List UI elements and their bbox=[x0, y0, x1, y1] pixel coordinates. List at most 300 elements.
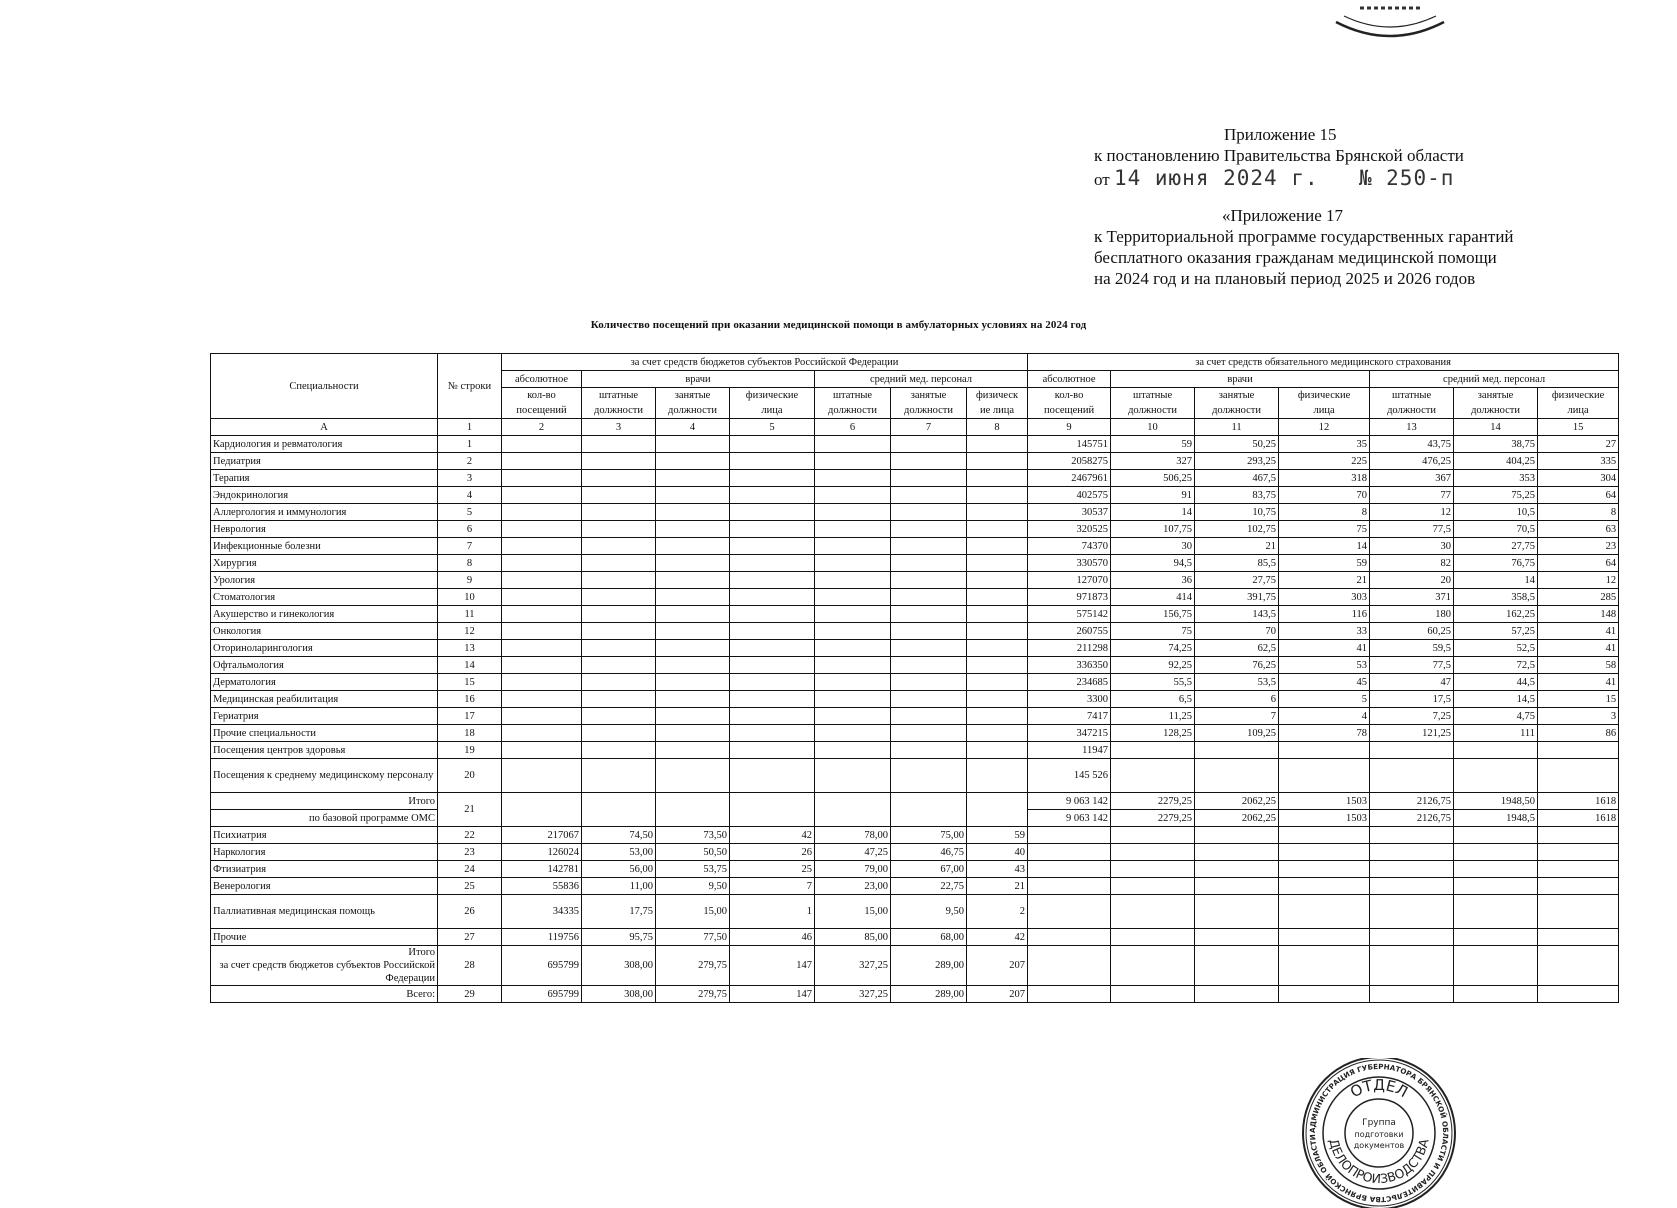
value-cell bbox=[502, 538, 582, 555]
value-cell: 128,25 bbox=[1111, 725, 1195, 742]
value-cell bbox=[502, 555, 582, 572]
value-cell: 217067 bbox=[502, 827, 582, 844]
value-cell: 1 bbox=[730, 895, 815, 929]
value-cell bbox=[967, 538, 1028, 555]
value-cell bbox=[891, 759, 967, 793]
value-cell bbox=[582, 504, 656, 521]
value-cell: 59 bbox=[1111, 436, 1195, 453]
value-cell: 82 bbox=[1370, 555, 1454, 572]
value-cell bbox=[502, 470, 582, 487]
value-cell bbox=[815, 674, 891, 691]
value-cell bbox=[1370, 759, 1454, 793]
value-cell: 45 bbox=[1279, 674, 1370, 691]
table-row bbox=[211, 657, 1619, 674]
empty-cell bbox=[1279, 895, 1370, 929]
program-line-4: на 2024 год и на плановый период 2025 и 2026 годов bbox=[1094, 269, 1476, 288]
value-cell: 36 bbox=[1111, 572, 1195, 589]
value-cell: 279,75 bbox=[656, 946, 730, 986]
value-cell: 695799 bbox=[502, 986, 582, 1003]
empty-cell bbox=[1028, 844, 1111, 861]
value-cell bbox=[582, 572, 656, 589]
date-prefix: от bbox=[1094, 170, 1110, 189]
value-cell: 5 bbox=[1279, 691, 1370, 708]
value-cell bbox=[582, 640, 656, 657]
empty-cell bbox=[656, 793, 730, 827]
empty-cell bbox=[1370, 844, 1454, 861]
value-cell: 11,25 bbox=[1111, 708, 1195, 725]
header-staff: штатные должности bbox=[1111, 388, 1195, 419]
empty-cell bbox=[1279, 827, 1370, 844]
value-cell: 23,00 bbox=[815, 878, 891, 895]
row-number: 9 bbox=[438, 572, 502, 589]
value-cell: 358,5 bbox=[1454, 589, 1538, 606]
value-cell: 30 bbox=[1111, 538, 1195, 555]
value-cell: 68,00 bbox=[891, 929, 967, 946]
value-cell: 4,75 bbox=[1454, 708, 1538, 725]
specialty-name: Хирургия bbox=[211, 555, 438, 572]
value-cell bbox=[656, 453, 730, 470]
row-number: 10 bbox=[438, 589, 502, 606]
value-cell: 7 bbox=[730, 878, 815, 895]
value-cell: 371 bbox=[1370, 589, 1454, 606]
row-number: 12 bbox=[438, 623, 502, 640]
column-number: 14 bbox=[1454, 419, 1538, 436]
value-cell: 75 bbox=[1111, 623, 1195, 640]
value-cell bbox=[656, 521, 730, 538]
column-number: 1 bbox=[438, 419, 502, 436]
row-number: 5 bbox=[438, 504, 502, 521]
value-cell bbox=[730, 436, 815, 453]
column-number: 8 bbox=[967, 419, 1028, 436]
value-cell: 38,75 bbox=[1454, 436, 1538, 453]
header-physical: физические лица bbox=[1279, 388, 1370, 419]
value-cell: 289,00 bbox=[891, 946, 967, 986]
value-cell bbox=[656, 708, 730, 725]
empty-cell bbox=[1538, 946, 1619, 986]
value-cell bbox=[582, 436, 656, 453]
value-cell bbox=[967, 504, 1028, 521]
value-cell: 56,00 bbox=[582, 861, 656, 878]
value-cell bbox=[891, 674, 967, 691]
table-row-total-oms bbox=[211, 793, 1619, 810]
specialty-name: Оториноларингология bbox=[211, 640, 438, 657]
value-cell bbox=[582, 759, 656, 793]
value-cell bbox=[815, 436, 891, 453]
total-label: по базовой программе ОМС bbox=[211, 810, 438, 827]
table-row bbox=[211, 487, 1619, 504]
value-cell bbox=[502, 708, 582, 725]
value-cell bbox=[967, 725, 1028, 742]
value-cell: 15,00 bbox=[656, 895, 730, 929]
empty-cell bbox=[1538, 827, 1619, 844]
value-cell bbox=[502, 657, 582, 674]
value-cell bbox=[1111, 742, 1195, 759]
header-staff: штатные должности bbox=[815, 388, 891, 419]
value-cell: 15,00 bbox=[815, 895, 891, 929]
value-cell bbox=[656, 640, 730, 657]
empty-cell bbox=[1454, 986, 1538, 1003]
value-cell bbox=[815, 640, 891, 657]
row-number: 11 bbox=[438, 606, 502, 623]
value-cell bbox=[891, 589, 967, 606]
empty-cell bbox=[730, 793, 815, 827]
value-cell: 62,5 bbox=[1195, 640, 1279, 657]
column-number: 6 bbox=[815, 419, 891, 436]
value-cell: 25 bbox=[730, 861, 815, 878]
value-cell bbox=[730, 725, 815, 742]
value-cell: 75 bbox=[1279, 521, 1370, 538]
value-cell bbox=[891, 538, 967, 555]
value-cell bbox=[582, 606, 656, 623]
value-cell: 575142 bbox=[1028, 606, 1111, 623]
empty-cell bbox=[1111, 946, 1195, 986]
value-cell: 327 bbox=[1111, 453, 1195, 470]
value-cell bbox=[891, 657, 967, 674]
value-cell: 85,5 bbox=[1195, 555, 1279, 572]
value-cell bbox=[891, 436, 967, 453]
value-cell: 9,50 bbox=[656, 878, 730, 895]
empty-cell bbox=[967, 793, 1028, 827]
value-cell bbox=[891, 453, 967, 470]
value-cell bbox=[891, 708, 967, 725]
official-stamp bbox=[1296, 1058, 1462, 1208]
table-header bbox=[211, 354, 1619, 436]
value-cell: 145751 bbox=[1028, 436, 1111, 453]
value-cell: 145 526 bbox=[1028, 759, 1111, 793]
total-label: Итого bbox=[408, 947, 435, 958]
value-cell bbox=[730, 538, 815, 555]
empty-cell bbox=[1370, 946, 1454, 986]
value-cell: 83,75 bbox=[1195, 487, 1279, 504]
value-cell bbox=[967, 572, 1028, 589]
header-abs: кол-во посещений bbox=[1028, 388, 1111, 419]
value-cell bbox=[967, 657, 1028, 674]
value-cell: 3 bbox=[1538, 708, 1619, 725]
value-cell: 41 bbox=[1538, 623, 1619, 640]
specialty-name: Урология bbox=[211, 572, 438, 589]
value-cell: 695799 bbox=[502, 946, 582, 986]
value-cell: 10,5 bbox=[1454, 504, 1538, 521]
value-cell bbox=[730, 674, 815, 691]
header-staff: штатные должности bbox=[582, 388, 656, 419]
value-cell bbox=[730, 453, 815, 470]
empty-cell bbox=[1111, 895, 1195, 929]
value-cell bbox=[1538, 742, 1619, 759]
column-number: 10 bbox=[1111, 419, 1195, 436]
empty-cell bbox=[891, 793, 967, 827]
value-cell: 1503 bbox=[1279, 810, 1370, 827]
empty-cell bbox=[582, 793, 656, 827]
empty-cell bbox=[1538, 878, 1619, 895]
specialty-name: Акушерство и гинекология bbox=[211, 606, 438, 623]
value-cell: 35 bbox=[1279, 436, 1370, 453]
value-cell: 23 bbox=[1538, 538, 1619, 555]
value-cell: 74,50 bbox=[582, 827, 656, 844]
table-row bbox=[211, 504, 1619, 521]
stamp-ring-text: АДМИНИСТРАЦИЯ ГУБЕРНАТОРА БРЯНСКОЙ ОБЛАСТИ И ПРАВИТЕЛЬСТВА БРЯНСКОЙ ОБЛАСТИ bbox=[1307, 1061, 1451, 1205]
value-cell bbox=[582, 555, 656, 572]
value-cell bbox=[967, 521, 1028, 538]
value-cell: 58 bbox=[1538, 657, 1619, 674]
value-cell bbox=[656, 487, 730, 504]
value-cell: 3300 bbox=[1028, 691, 1111, 708]
value-cell: 55,5 bbox=[1111, 674, 1195, 691]
total-label-sub: за счет средств бюджетов субъектов Российской Федерации bbox=[219, 960, 435, 984]
empty-cell bbox=[1279, 844, 1370, 861]
value-cell bbox=[1370, 742, 1454, 759]
value-cell bbox=[502, 436, 582, 453]
value-cell bbox=[967, 589, 1028, 606]
value-cell bbox=[1279, 759, 1370, 793]
value-cell: 9 063 142 bbox=[1028, 810, 1111, 827]
row-number: 15 bbox=[438, 674, 502, 691]
value-cell: 73,50 bbox=[656, 827, 730, 844]
empty-cell bbox=[1454, 929, 1538, 946]
row-number: 23 bbox=[438, 844, 502, 861]
table-row bbox=[211, 742, 1619, 759]
column-number: 15 bbox=[1538, 419, 1619, 436]
value-cell: 30 bbox=[1370, 538, 1454, 555]
specialty-name: Педиатрия bbox=[211, 453, 438, 470]
row-number: 29 bbox=[438, 986, 502, 1003]
value-cell: 77,5 bbox=[1370, 657, 1454, 674]
value-cell: 10,75 bbox=[1195, 504, 1279, 521]
empty-cell bbox=[1370, 861, 1454, 878]
column-number: 3 bbox=[582, 419, 656, 436]
value-cell: 234685 bbox=[1028, 674, 1111, 691]
value-cell bbox=[967, 606, 1028, 623]
empty-cell bbox=[1028, 929, 1111, 946]
table-row bbox=[211, 538, 1619, 555]
value-cell: 47,25 bbox=[815, 844, 891, 861]
value-cell bbox=[502, 487, 582, 504]
value-cell bbox=[730, 470, 815, 487]
row-number: 18 bbox=[438, 725, 502, 742]
value-cell bbox=[730, 487, 815, 504]
value-cell bbox=[815, 606, 891, 623]
column-number: 13 bbox=[1370, 419, 1454, 436]
program-line-1: «Приложение 17 bbox=[1222, 206, 1343, 225]
value-cell: 2062,25 bbox=[1195, 793, 1279, 810]
value-cell bbox=[815, 470, 891, 487]
value-cell: 9 063 142 bbox=[1028, 793, 1111, 810]
value-cell: 59 bbox=[967, 827, 1028, 844]
specialty-name: Прочие bbox=[211, 929, 438, 946]
value-cell bbox=[1195, 759, 1279, 793]
empty-cell bbox=[1370, 929, 1454, 946]
value-cell: 92,25 bbox=[1111, 657, 1195, 674]
value-cell: 308,00 bbox=[582, 986, 656, 1003]
specialty-name: Фтизиатрия bbox=[211, 861, 438, 878]
value-cell: 75,00 bbox=[891, 827, 967, 844]
specialty-name: Офтальмология bbox=[211, 657, 438, 674]
table-row bbox=[211, 436, 1619, 453]
value-cell: 148 bbox=[1538, 606, 1619, 623]
value-cell: 41 bbox=[1279, 640, 1370, 657]
empty-cell bbox=[1195, 946, 1279, 986]
value-cell: 41 bbox=[1538, 640, 1619, 657]
value-cell bbox=[656, 436, 730, 453]
value-cell bbox=[1279, 742, 1370, 759]
row-number: 3 bbox=[438, 470, 502, 487]
stamp-inner-bottom: ДЕЛОПРОИЗВОДСТВА bbox=[1326, 1137, 1432, 1187]
value-cell bbox=[730, 742, 815, 759]
value-cell bbox=[502, 504, 582, 521]
value-cell: 55836 bbox=[502, 878, 582, 895]
value-cell bbox=[656, 691, 730, 708]
value-cell bbox=[967, 470, 1028, 487]
row-number: 7 bbox=[438, 538, 502, 555]
value-cell bbox=[656, 742, 730, 759]
empty-cell bbox=[1454, 878, 1538, 895]
value-cell: 180 bbox=[1370, 606, 1454, 623]
value-cell: 78 bbox=[1279, 725, 1370, 742]
svg-text:ОТДЕЛ bbox=[1347, 1076, 1411, 1101]
value-cell: 50,50 bbox=[656, 844, 730, 861]
value-cell: 121,25 bbox=[1370, 725, 1454, 742]
value-cell bbox=[967, 453, 1028, 470]
empty-cell bbox=[1111, 929, 1195, 946]
value-cell bbox=[730, 589, 815, 606]
value-cell: 11,00 bbox=[582, 878, 656, 895]
program-line-2: к Территориальной программе государственных гарантий bbox=[1094, 227, 1514, 246]
table-row bbox=[211, 589, 1619, 606]
value-cell bbox=[815, 759, 891, 793]
value-cell bbox=[1195, 742, 1279, 759]
value-cell: 57,25 bbox=[1454, 623, 1538, 640]
value-cell: 126024 bbox=[502, 844, 582, 861]
table-row bbox=[211, 861, 1619, 878]
empty-cell bbox=[1370, 895, 1454, 929]
value-cell bbox=[967, 487, 1028, 504]
value-cell: 142781 bbox=[502, 861, 582, 878]
value-cell: 46 bbox=[730, 929, 815, 946]
value-cell: 67,00 bbox=[891, 861, 967, 878]
value-cell: 43,75 bbox=[1370, 436, 1454, 453]
value-cell: 207 bbox=[967, 986, 1028, 1003]
empty-cell bbox=[1195, 929, 1279, 946]
value-cell bbox=[656, 657, 730, 674]
value-cell: 327,25 bbox=[815, 946, 891, 986]
empty-cell bbox=[1538, 895, 1619, 929]
value-cell bbox=[502, 725, 582, 742]
value-cell: 47 bbox=[1370, 674, 1454, 691]
specialty-name: Дерматология bbox=[211, 674, 438, 691]
stamp-center-line-3: документов bbox=[1353, 1141, 1405, 1150]
value-cell: 327,25 bbox=[815, 986, 891, 1003]
row-number: 16 bbox=[438, 691, 502, 708]
table-row bbox=[211, 555, 1619, 572]
value-cell: 44,5 bbox=[1454, 674, 1538, 691]
specialty-name: Наркология bbox=[211, 844, 438, 861]
empty-cell bbox=[1538, 929, 1619, 946]
value-cell bbox=[656, 572, 730, 589]
empty-cell bbox=[1370, 986, 1454, 1003]
value-cell: 27,75 bbox=[1195, 572, 1279, 589]
value-cell: 70 bbox=[1279, 487, 1370, 504]
value-cell bbox=[815, 487, 891, 504]
empty-cell bbox=[1195, 986, 1279, 1003]
header-abs-line1: абсолютное bbox=[1028, 371, 1111, 388]
value-cell bbox=[582, 674, 656, 691]
value-cell: 402575 bbox=[1028, 487, 1111, 504]
value-cell: 107,75 bbox=[1111, 521, 1195, 538]
value-cell: 4 bbox=[1279, 708, 1370, 725]
value-cell bbox=[967, 555, 1028, 572]
header-nurses: средний мед. персонал bbox=[1370, 371, 1619, 388]
column-number: 9 bbox=[1028, 419, 1111, 436]
value-cell: 77 bbox=[1370, 487, 1454, 504]
value-cell bbox=[582, 538, 656, 555]
row-number: 22 bbox=[438, 827, 502, 844]
value-cell bbox=[815, 555, 891, 572]
value-cell: 335 bbox=[1538, 453, 1619, 470]
value-cell bbox=[656, 606, 730, 623]
value-cell: 15 bbox=[1538, 691, 1619, 708]
specialty-name: Паллиативная медицинская помощь bbox=[211, 895, 438, 929]
value-cell bbox=[582, 657, 656, 674]
value-cell bbox=[967, 742, 1028, 759]
value-cell: 70 bbox=[1195, 623, 1279, 640]
specialty-name: Инфекционные болезни bbox=[211, 538, 438, 555]
header-abs-line1: абсолютное bbox=[502, 371, 582, 388]
table-row bbox=[211, 640, 1619, 657]
value-cell: 2279,25 bbox=[1111, 810, 1195, 827]
value-cell bbox=[730, 606, 815, 623]
value-cell bbox=[502, 674, 582, 691]
appendix-line-1: Приложение 15 bbox=[1224, 125, 1337, 144]
value-cell bbox=[730, 657, 815, 674]
value-cell bbox=[815, 691, 891, 708]
value-cell: 102,75 bbox=[1195, 521, 1279, 538]
value-cell: 404,25 bbox=[1454, 453, 1538, 470]
header-occupied: занятые должности bbox=[1195, 388, 1279, 419]
empty-cell bbox=[1195, 895, 1279, 929]
value-cell: 330570 bbox=[1028, 555, 1111, 572]
value-cell bbox=[891, 521, 967, 538]
value-cell bbox=[815, 453, 891, 470]
empty-cell bbox=[1279, 986, 1370, 1003]
empty-cell bbox=[1370, 827, 1454, 844]
value-cell bbox=[891, 623, 967, 640]
empty-cell bbox=[1538, 844, 1619, 861]
value-cell bbox=[730, 640, 815, 657]
value-cell bbox=[815, 521, 891, 538]
value-cell: 76,25 bbox=[1195, 657, 1279, 674]
value-cell: 156,75 bbox=[1111, 606, 1195, 623]
specialty-name: Кардиология и ревматология bbox=[211, 436, 438, 453]
header-nurses: средний мед. персонал bbox=[815, 371, 1028, 388]
value-cell bbox=[730, 623, 815, 640]
value-cell bbox=[891, 606, 967, 623]
value-cell bbox=[891, 555, 967, 572]
table-row bbox=[211, 844, 1619, 861]
value-cell bbox=[502, 691, 582, 708]
header-physical: физическ ие лица bbox=[967, 388, 1028, 419]
specialty-name: Венерология bbox=[211, 878, 438, 895]
value-cell bbox=[502, 640, 582, 657]
specialty-name: Терапия bbox=[211, 470, 438, 487]
grand-total-label: Всего: bbox=[211, 986, 438, 1003]
empty-cell bbox=[1538, 986, 1619, 1003]
value-cell: 506,25 bbox=[1111, 470, 1195, 487]
value-cell: 1503 bbox=[1279, 793, 1370, 810]
row-number: 2 bbox=[438, 453, 502, 470]
value-cell bbox=[582, 691, 656, 708]
row-number: 25 bbox=[438, 878, 502, 895]
value-cell bbox=[656, 555, 730, 572]
row-number: 28 bbox=[438, 946, 502, 986]
